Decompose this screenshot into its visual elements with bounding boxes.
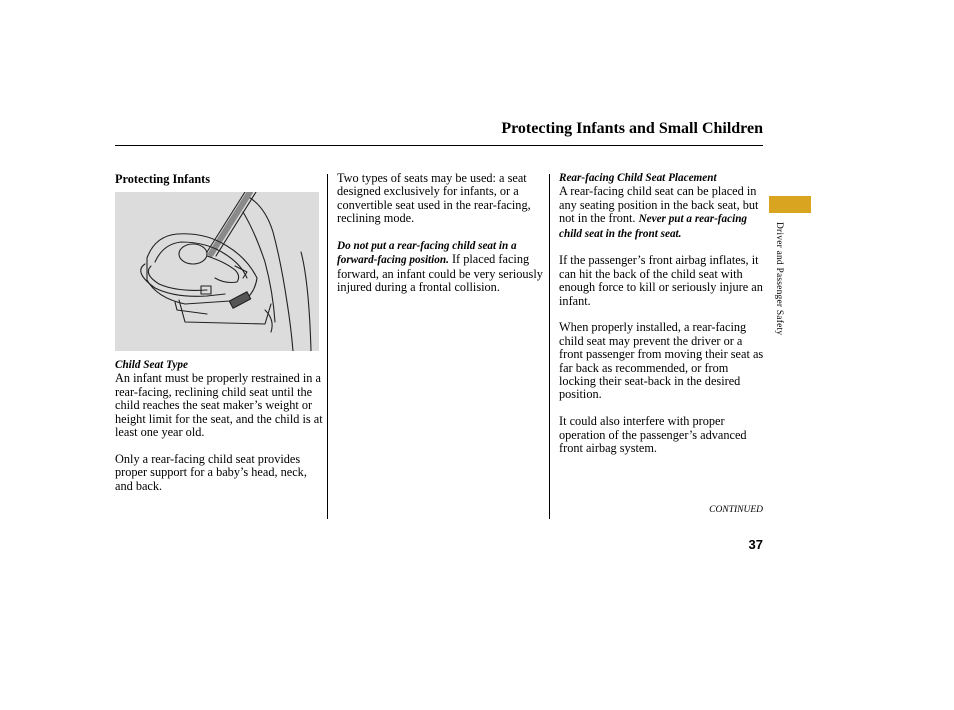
column-1 (115, 172, 323, 186)
infant-seat-illustration (115, 192, 319, 351)
title-rule (115, 145, 763, 146)
infant-seat-drawing (115, 192, 319, 351)
col1-paragraph-2: Only a rear-facing child seat provides proper support for a baby’s head, neck, and back. (115, 451, 307, 493)
column-divider-2 (549, 174, 550, 519)
column-divider-1 (327, 174, 328, 519)
col1-paragraph-1: An infant must be properly restrained in a rear-facing, reclining child seat until the child reaches the seat maker’s weight or height limit for the seat, and the child is at least one year old. (115, 371, 323, 440)
col2-warning-bold: Do not put a rear-facing child seat in a forward-facing position. (337, 240, 517, 267)
child-seat-type-heading: Child Seat Type (115, 359, 188, 371)
placement-heading: Rear-facing Child Seat Placement (559, 172, 717, 184)
col3-paragraph-1-bold: Never put a rear-facing child seat in the front seat. (559, 213, 748, 240)
column-1-body (115, 359, 323, 493)
section-tab-label: Driver and Passenger Safety (774, 222, 784, 336)
column-2 (337, 172, 543, 295)
col2-warning-rest: If placed facing forward, an infant could be very seriously injured during a frontal collision. (337, 252, 543, 295)
section-tab (769, 196, 811, 213)
col2-paragraph-1: Two types of seats may be used: a seat designed exclusively for infants, or a convertible seat used in the rear-facing, reclining mode. (337, 171, 531, 226)
col3-paragraph-4: It could also interfere with proper operation of the passenger’s advanced front airbag system. (559, 414, 747, 456)
page-title: Protecting Infants and Small Children (501, 120, 763, 137)
column-3 (559, 172, 765, 455)
col3-paragraph-3: When properly installed, a rear-facing child seat may prevent the driver or a front passenger from moving their seat as far back as recommended, or from locking their seat-back in the desired position. (559, 320, 764, 402)
continued-label: CONTINUED (709, 505, 763, 515)
col2-warning-paragraph (337, 239, 543, 295)
page-number: 37 (748, 537, 763, 552)
col3-paragraph-1 (559, 185, 765, 241)
col3-paragraph-1-text: A rear-facing child seat can be placed in any seating position in the back seat, but not in the front. (559, 184, 759, 226)
section-heading: Protecting Infants (115, 172, 211, 186)
col3-paragraph-2: If the passenger’s front airbag inflates, it can hit the back of the child seat with enough force to kill or seriously injure an infant. (559, 253, 763, 308)
